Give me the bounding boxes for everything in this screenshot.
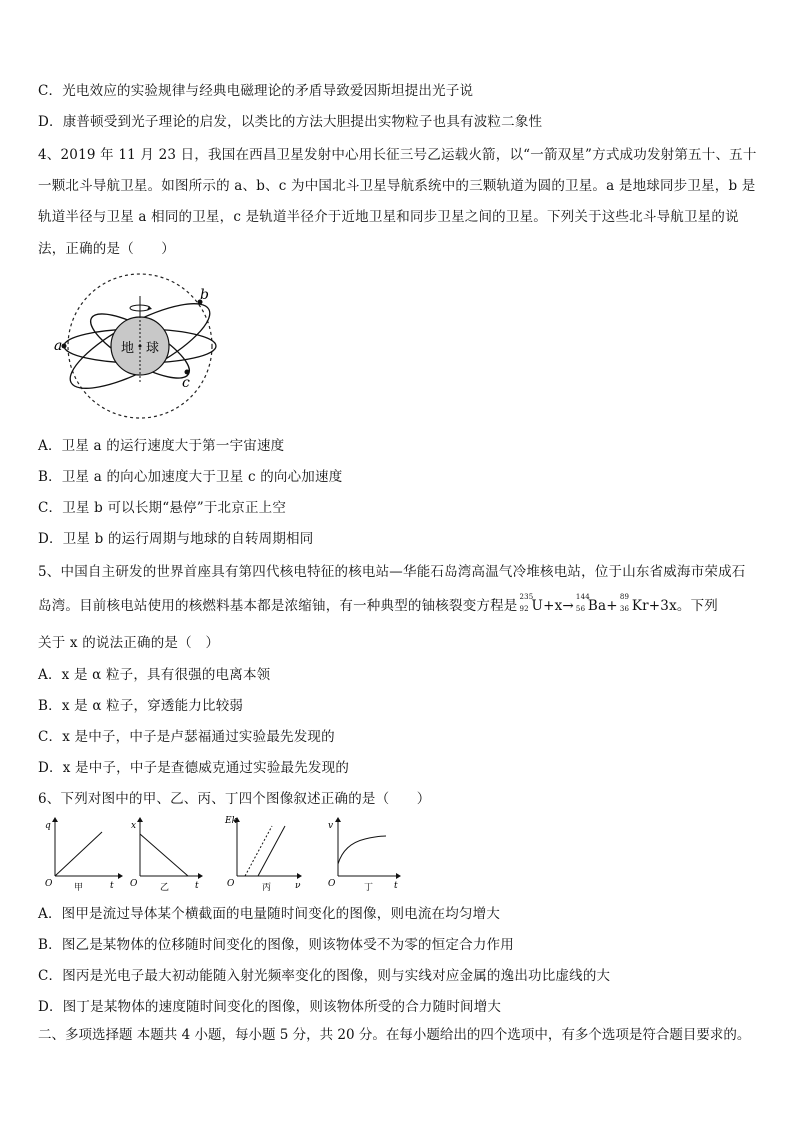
q5-equation-arrow: +x→ bbox=[543, 598, 574, 614]
graph-jia-ylabel: q bbox=[45, 821, 51, 831]
graph-yi-xlabel: t bbox=[195, 881, 199, 891]
graph-ding-caption: 丁 bbox=[364, 883, 374, 893]
satellite-c-label: c bbox=[182, 375, 190, 391]
q4-stem-line-2: 一颗北斗导航卫星。如图所示的 a、b、c 为中国北斗卫星导航系统中的三颗轨道为圆的卫星。a 是地球同步卫星，b 是 bbox=[38, 178, 756, 194]
graph-bing-xlabel: ν bbox=[295, 881, 301, 891]
q6-graphs bbox=[40, 814, 410, 894]
graph-bing-solid-line bbox=[258, 826, 285, 876]
satellite-b-label: b bbox=[200, 287, 209, 303]
q4-option-b: B．卫星 a 的向心加速度大于卫星 c 的向心加速度 bbox=[38, 469, 343, 485]
satellite-c-dot bbox=[185, 370, 190, 375]
nuclide-krypton: 89 36 Kr bbox=[619, 593, 649, 614]
graph-ding-xlabel: t bbox=[394, 881, 398, 891]
graph-jia bbox=[45, 817, 123, 893]
q5-option-a: A．x 是 α 粒子，具有很强的电离本领 bbox=[38, 667, 271, 683]
q5-stem-line-1: 5、中国自主研发的世界首座具有第四代核电特征的核电站—华能石岛湾高温气冷堆核电站，位于山东省威海市荣成石 bbox=[38, 564, 746, 580]
satellite-orbit-figure bbox=[52, 270, 222, 420]
graph-yi-line bbox=[140, 834, 188, 876]
q4-stem-line-3: 轨道半径与卫星 a 相同的卫星，c 是轨道半径介于近地卫星和同步卫星之间的卫星。下列关于这些北斗导航卫星的说 bbox=[38, 209, 739, 225]
q4-stem-line-4: 法，正确的是（ ） bbox=[38, 241, 175, 257]
graph-ding-ylabel: v bbox=[328, 821, 334, 831]
graph-bing-caption: 丙 bbox=[262, 883, 272, 893]
q5-stem-line-2-text: 岛湾。目前核电站使用的核燃料基本都是浓缩铀，有一种典型的铀核裂变方程是 bbox=[38, 598, 518, 614]
q5-equation-plus: + bbox=[606, 598, 618, 614]
q6-option-d: D．图丁是某物体的速度随时间变化的图像，则该物体所受的合力随时间增大 bbox=[38, 999, 502, 1015]
q6-stem: 6、下列对图中的甲、乙、丙、丁四个图像叙述正确的是（ ） bbox=[38, 791, 431, 807]
graph-ding-origin: O bbox=[328, 879, 336, 889]
q5-stem-line-3: 关于 x 的说法正确的是（ ） bbox=[38, 635, 220, 651]
graph-ding bbox=[328, 817, 401, 893]
q3-option-d: D．康普顿受到光子理论的启发，以类比的方法大胆提出实物粒子也具有波粒二象性 bbox=[38, 114, 543, 130]
graph-yi bbox=[130, 817, 203, 893]
q4-option-d: D．卫星 b 的运行周期与地球的自转周期相同 bbox=[38, 531, 314, 547]
graph-bing-dashed-line bbox=[245, 826, 272, 876]
q5-option-c: C．x 是中子，中子是卢瑟福通过实验最先发现的 bbox=[38, 729, 335, 745]
q5-option-d: D．x 是中子，中子是查德威克通过实验最先发现的 bbox=[38, 760, 350, 776]
nuclide-barium: 144 56 Ba bbox=[575, 593, 607, 614]
graph-jia-line bbox=[55, 832, 102, 876]
graph-bing-origin: O bbox=[227, 879, 235, 889]
q6-option-a: A．图甲是流过导体某个横截面的电量随时间变化的图像，则电流在均匀增大 bbox=[38, 906, 501, 922]
earth-label-left: 地 bbox=[121, 341, 135, 356]
nuclide-uranium: 235 92 U bbox=[519, 593, 544, 614]
q4-stem-line-1: 4、2019 年 11 月 23 日，我国在西昌卫星发射中心用长征三号乙运载火箭，以“一箭双星”方式成功发射第五十、五十 bbox=[38, 147, 757, 163]
graph-yi-caption: 乙 bbox=[160, 883, 170, 893]
q5-stem-line-2-tail: +3x。下列 bbox=[648, 598, 718, 614]
graph-jia-origin: O bbox=[45, 879, 53, 889]
q4-option-c: C．卫星 b 可以长期“悬停”于北京正上空 bbox=[38, 500, 287, 516]
graph-jia-caption: 甲 bbox=[74, 883, 84, 893]
graph-jia-xlabel: t bbox=[110, 881, 114, 891]
section-2-heading: 二、多项选择题 本题共 4 小题，每小题 5 分，共 20 分。在每小题给出的四个选项中，有多个选项是符合题目要求的。 bbox=[38, 1027, 751, 1043]
q4-option-a: A．卫星 a 的运行速度大于第一宇宙速度 bbox=[38, 438, 285, 454]
graph-bing bbox=[224, 816, 302, 893]
graph-yi-origin: O bbox=[130, 879, 138, 889]
graph-bing-ylabel: Ek bbox=[225, 816, 238, 826]
earth-label-right: 球 bbox=[146, 341, 160, 356]
q5-option-b: B．x 是 α 粒子，穿透能力比较弱 bbox=[38, 698, 244, 714]
q5-stem-line-2 bbox=[38, 593, 762, 615]
q3-option-c: C．光电效应的实验规律与经典电磁理论的矛盾导致爱因斯坦提出光子说 bbox=[38, 83, 474, 99]
q6-option-c: C．图丙是光电子最大初动能随入射光频率变化的图像，则与实线对应金属的逸出功比虚线的大 bbox=[38, 968, 611, 984]
satellite-a-label: a bbox=[54, 338, 63, 354]
graph-yi-ylabel: x bbox=[131, 821, 137, 831]
graph-ding-curve bbox=[338, 836, 386, 864]
q6-option-b: B．图乙是某物体的位移随时间变化的图像，则该物体受不为零的恒定合力作用 bbox=[38, 937, 514, 953]
